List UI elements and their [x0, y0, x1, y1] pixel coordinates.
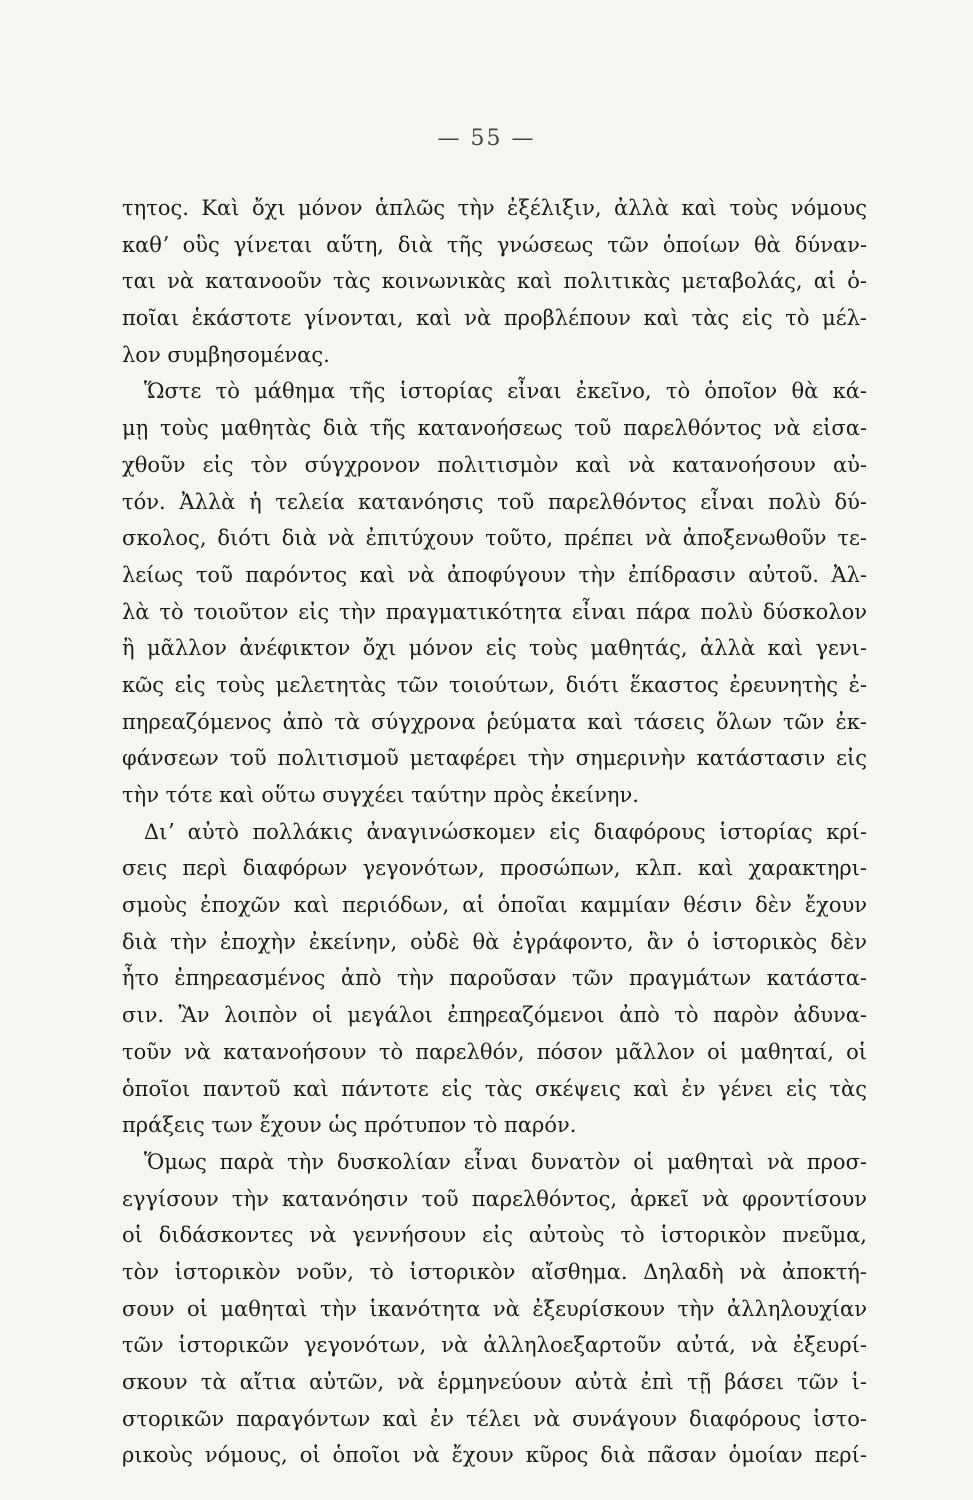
- text-line: τοῦν νὰ κατανοήσουν τὸ παρελθόν, πόσον μᾶλλον οἱ μαθηταί, οἱ: [122, 1039, 867, 1064]
- text-line: τητος. Καὶ ὄχι μόνον ἁπλῶς τὴν ἐξέλιξιν, ἀλλὰ καὶ τοὺς νόμους: [122, 196, 867, 220]
- text-line: φάνσεων τοῦ πολιτισμοῦ μεταφέρει τὴν σημερινὴν κατάστασιν εἰς: [122, 746, 867, 771]
- text-line: εγγίσουν τὴν κατανόησιν τοῦ παρελθόντος, ἀρκεῖ νὰ φροντίσουν: [122, 1186, 867, 1211]
- text-line: Ὥστε τὸ μάθημα τῆς ἱστορίας εἶναι ἐκεῖνο, τὸ ὁποῖον θὰ κά-: [144, 379, 867, 404]
- text-line: σιν. Ἂν λοιπὸν οἱ μεγάλοι ἐπηρεαζόμενοι ἀπὸ τὸ παρὸν ἀδυνα-: [122, 1003, 867, 1028]
- text-line: χθοῦν εἰς τὸν σύγχρονον πολιτισμὸν καὶ νὰ κατανοήσουν αὐ-: [122, 452, 867, 477]
- body-text: [122, 190, 867, 1474]
- text-line: ρικοὺς νόμους, οἱ ὁποῖοι νὰ ἔχουν κῦρος διὰ πᾶσαν ὁμοίαν περί-: [122, 1443, 867, 1468]
- text-line: ὁποῖοι παντοῦ καὶ πάντοτε εἰς τὰς σκέψεις καὶ ἐν γένει εἰς τὰς: [122, 1076, 867, 1101]
- text-line: πράξεις των ἔχουν ὡς πρότυπον τὸ παρόν.: [122, 1113, 577, 1138]
- text-line: μῃ τοὺς μαθητὰς διὰ τῆς κατανοήσεως τοῦ παρελθόντος νὰ εἰσα-: [122, 416, 867, 441]
- text-line: σμοὺς ἐποχῶν καὶ περιόδων, αἱ ὁποῖαι καμμίαν θέσιν δὲν ἔχουν: [122, 893, 867, 918]
- text-line: καθʼ οὓς γίνεται αὕτη, διὰ τῆς γνώσεως τῶν ὁποίων θὰ δύναν-: [122, 232, 867, 257]
- text-line: διὰ τὴν ἐποχὴν ἐκείνην, οὐδὲ θὰ ἐγράφοντο, ἂν ὁ ἱστορικὸς δὲν: [122, 929, 867, 954]
- text-line: Διʼ αὐτὸ πολλάκις ἀναγινώσκομεν εἰς διαφόρους ἱστορίας κρί-: [144, 819, 867, 844]
- text-line: σκολος, διότι διὰ νὰ ἐπιτύχουν τοῦτο, πρέπει νὰ ἀποξενωθοῦν τε-: [122, 526, 867, 551]
- text-line: οἱ διδάσκοντες νὰ γεννήσουν εἰς αὐτοὺς τὸ ἱστορικὸν πνεῦμα,: [122, 1223, 867, 1248]
- text-line: σουν οἱ μαθηταὶ τὴν ἱκανότητα νὰ ἐξευρίσκουν τὴν ἀλληλουχίαν: [122, 1296, 867, 1321]
- text-line: σκουν τὰ αἴτια αὐτῶν, νὰ ἑρμηνεύουν αὐτὰ ἐπὶ τῇ βάσει τῶν ἱ-: [122, 1370, 867, 1394]
- text-line: ἦτο ἐπηρεασμένος ἀπὸ τὴν παροῦσαν τῶν πραγμάτων κατάστα-: [122, 966, 867, 991]
- text-line: τῶν ἱστορικῶν γεγονότων, νὰ ἀλληλοεξαρτοῦν αὐτά, νὰ ἐξευρί-: [122, 1333, 867, 1358]
- text-line: σεις περὶ διαφόρων γεγονότων, προσώπων, κλπ. καὶ χαρακτηρι-: [122, 856, 867, 881]
- text-line: λον συμβησομένας.: [122, 342, 330, 367]
- page-number: — 55 —: [437, 126, 536, 151]
- text-line: ται νὰ κατανοοῦν τὰς κοινωνικὰς καὶ πολιτικὰς μεταβολάς, αἱ ὁ-: [122, 269, 867, 294]
- text-line: κῶς εἰς τοὺς μελετητὰς τῶν τοιούτων, διότι ἕκαστος ἐρευνητὴς ἐ-: [122, 672, 867, 697]
- text-line: ἢ μᾶλλον ἀνέφικτον ὄχι μόνον εἰς τοὺς μαθητάς, ἀλλὰ καὶ γενι-: [122, 636, 867, 661]
- text-line: λείως τοῦ παρόντος καὶ νὰ ἀποφύγουν τὴν ἐπίδρασιν αὐτοῦ. Ἀλ-: [122, 562, 867, 587]
- text-line: στορικῶν παραγόντων καὶ ἐν τέλει νὰ συνάγουν διαφόρους ἱστο-: [122, 1406, 867, 1431]
- text-line: Ὅμως παρὰ τὴν δυσκολίαν εἶναι δυνατὸν οἱ μαθηταὶ νὰ προσ-: [144, 1149, 867, 1174]
- text-line: πηρεαζόμενος ἀπὸ τὰ σύγχρονα ῥεύματα καὶ τάσεις ὅλων τῶν ἐκ-: [122, 709, 867, 734]
- text-line: ποῖαι ἑκάστοτε γίνονται, καὶ νὰ προβλέπουν καὶ τὰς εἰς τὸ μέλ-: [122, 306, 867, 331]
- text-line: λὰ τὸ τοιοῦτον εἰς τὴν πραγματικότητα εἶναι πάρα πολὺ δύσκολον: [122, 599, 867, 624]
- text-line: τόν. Ἀλλὰ ἡ τελεία κατανόησις τοῦ παρελθόντος εἶναι πολὺ δύ-: [122, 489, 867, 514]
- text-line: τὸν ἱστορικὸν νοῦν, τὸ ἱστορικὸν αἴσθημα. Δηλαδὴ νὰ ἀποκτή-: [122, 1259, 867, 1284]
- text-line: τὴν τότε καὶ οὕτω συγχέει ταύτην πρὸς ἐκείνην.: [122, 783, 639, 807]
